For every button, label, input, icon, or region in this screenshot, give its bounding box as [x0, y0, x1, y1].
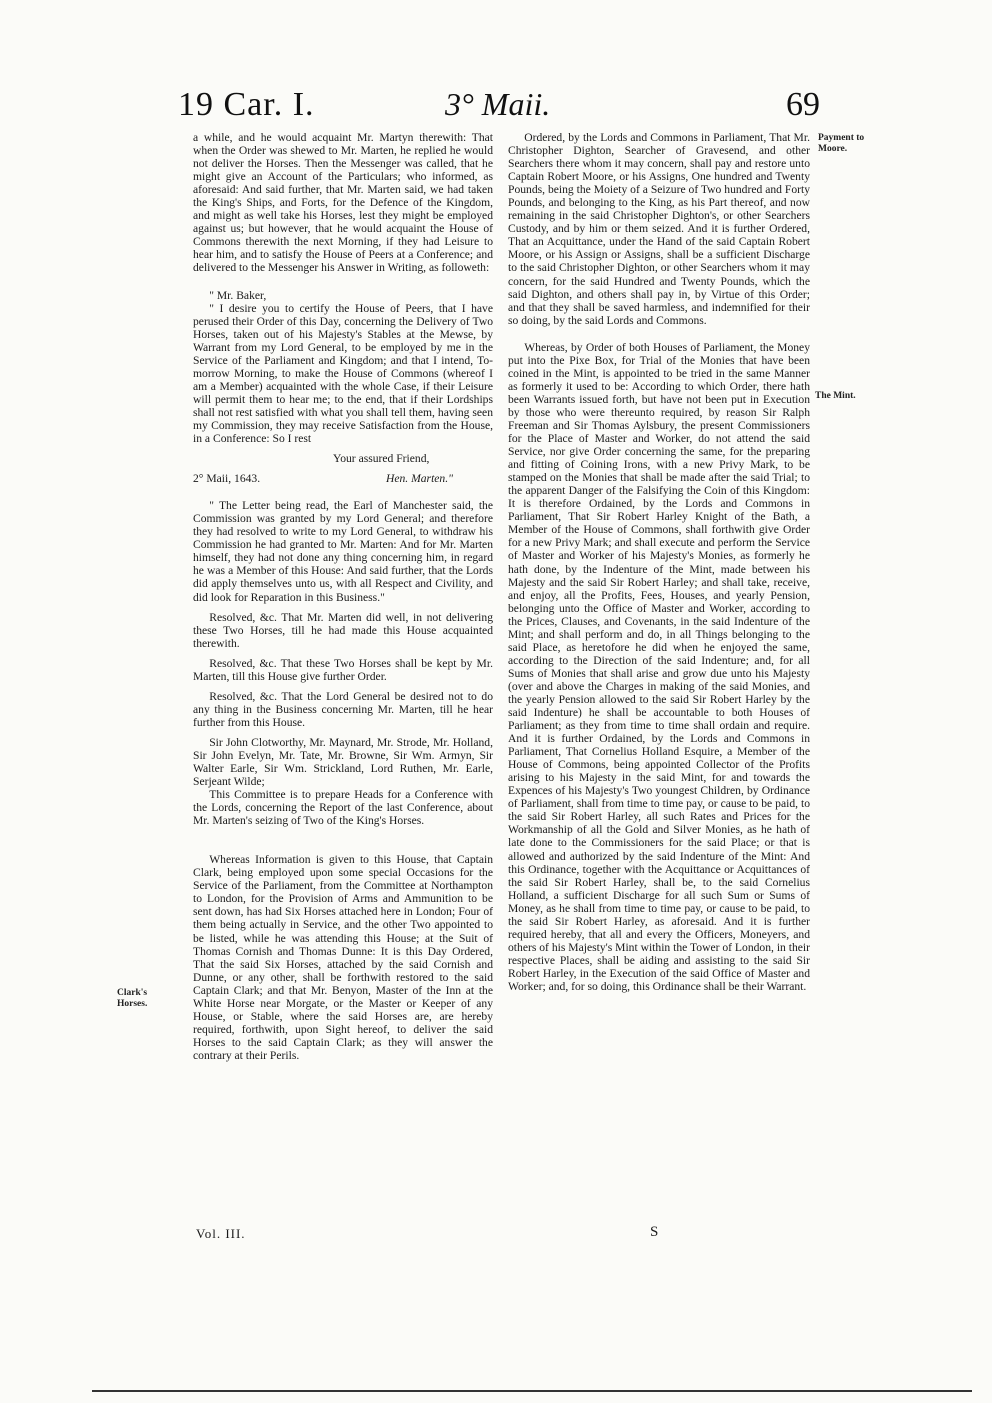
letter-date-signature [193, 472, 493, 485]
left-column [193, 131, 493, 1062]
resolution-1: Resolved, &c. That Mr. Marten did well, in not delivering these Two Horses, till he had made this House acquainted therewith. [193, 610, 493, 650]
paragraph-mint: Whereas, by Order of both Houses of Parliament, the Money put into the Pixe Box, for Trial of the Monies that have been coined in the Mint, is appointed to be tried in the same Manner as formerly it used to be: According to which Order, there hath been Warrants issued forth, but have not been put in Execution by those who were thereunto required, by reason Sir Ralph Freeman and Sir Thomas Aylsbury, the present Commissioners for the Place of Master and Worker, do not attend the said Service, nor give Order concerning the same, for the preparing and fitting of Coining Irons, with a new Privy Mark, to be stamped on the Monies that shall be made after the said Trial; to the apparent Danger of the Falsifying the Coin of this Kingdom: It is therefore Ordained, by the Lords and Commons in Parliament, That Sir Robert Harley Knight of the Bath, a Member of the House of Commons, shall forthwith give Order for a new Privy Mark; and shall execute and perform the Service of Master and Worker of his Majesty's Monies, as formerly he hath done, by the Indenture of the Mint, made between his Majesty and the said Sir Robert Harley; and shall take, receive, and enjoy, all the Profits, Fees, Houses, and yearly Pension, belonging unto the Office of Master and Worker, according to the Prices, Clauses, and Covenants, in the said Indenture of the Mint; and shall perform and do, in all Things belonging to the said Place, as heretofore he did when he enjoyed the same, according to the Direction of the said Indenture; and, for all Sums of Monies that shall arise and grow due unto his Majesty (over and above the Charges in making of the said Monies, and the yearly Pension allowed to the said Sir Robert Harley by the said Indenture) he shall be accountable to both Houses of Parliament; as they from time to time shall ordain and require. And it is further Ordained, by the Lords and Commons in Parliament, That Cornelius Holland Esquire, a Member of the House of Commons, being appointed Collector of the Profits arising to his Majesty in the said Mint, for and towards the Expences of his Majesty's Two youngest Children, by Ordinance of Parliament, shall from time to time pay, or cause to be paid, to the said Sir Robert Harley, all such Rates and Prices for the Workmanship of all the Gold and Silver Monies, as he hath of late done to the Commissioners for the said Place; or that is allowed and authorized by the said Indenture of the Mint: And this Ordinance, together with the Acquittance or Acquittances of the said Sir Robert Harley, shall be, to the said Cornelius Holland, a sufficient Discharge for all such Sum or Sums of Money, as he shall from time to time pay, or cause to be paid, to the said Sir Robert Harley, as aforesaid. And it is further required hereby, that all and every the Officers, Moneyers, and others of his Majesty's Mint within the Tower of London, in their respective Places, shall be aiding and assisting to the said Sir Robert Harley, in the Execution of the said Office of Master and Worker; and, for so doing, this Ordinance shall be their Warrant. [508, 340, 810, 993]
paragraph-clark-horses: Whereas Information is given to this House, that Captain Clark, being employed upon some special Occasions for the Service of the Parliament, from the Committee at Northampton to London, for the Provision of Arms and Ammunition to be sent down, has had Six Horses attached here in London; Four of them being actually in Service, and the other Two appointed to be listed, while he was attending this House; at the Suit of Thomas Cornish and Thomas Dunne: It is this Day Ordered, That the said Six Horses, attached by the said Cornish and Dunne, or any other, shall be forthwith restored to the said Captain Clark; and that Mr. Benyon, Master of the Inn at the White Horse near Morgate, or the Master or Keeper of any House, or Stable, where the said Horses are, are hereby required, forthwith, upon Sight hereof, to deliver the said Horses to the said Captain Clark; as they will answer the contrary at their Perils. [193, 853, 493, 1062]
paragraph-messenger: a while, and he would acquaint Mr. Martyn therewith: That when the Order was shewed to Mr. Marten, he replied he would not deliver the Horses. Then the Messenger was called, that he might give an Account of the Particulars; who informed, as aforesaid: And said further, that Mr. Marten said, we had taken the King's Ships, and Forts, for the Defence of the Kingdom, and might as well take his Horses, lest they might be employed against us; but however, that he would acquaint the House of Commons therewith the next Morning, if they had Leisure to hear him, and to satisfy the House of Peers at a Conference; and delivered to the Messenger his Answer in Writing, as followeth: [193, 131, 493, 275]
running-head-regnal-year: 19 Car. I. [178, 86, 315, 123]
committee-members: Sir John Clotworthy, Mr. Maynard, Mr. Strode, Mr. Holland, Sir John Evelyn, Mr. Tate, Mr. Browne, Sir Wm. Armyn, Sir Walter Earle, Sir Wm. Strickland, Lord Ruthen, Mr. Earle, Serjeant Wilde; [193, 735, 493, 789]
bottom-rule [92, 1390, 972, 1392]
paragraph-payment-moore: Ordered, by the Lords and Commons in Parliament, That Mr. Christopher Dighton, Searcher of Gravesend, and other Searchers there whom it may concern, shall pay and restore unto Captain Robert Moore, or his Assigns, One hundred and Twenty Pounds, being the Moiety of a Seizure of Two hundred and Forty Pounds, and belonging to the King, as his Part thereof, and now remaining in the said Christopher Dighton's, or other Searchers Custody, and by him or them seized. And it is further Ordered, That an Acquittance, under the Hand of the said Captain Robert Moore, or his Assign or Assigns, shall be a sufficient Discharge to the said Christopher Dighton, or other Searchers whom it may concern, for the said Hundred and Twenty Pounds, which the said Dighton, and others shall pay in, by Virtue of this Order; and that they shall be saved harmless, and indemnified for their so doing, by the said Lords and Commons. [508, 131, 810, 327]
resolution-3: Resolved, &c. That the Lord General be desired not to do any thing in the Business concerning Mr. Marten, till he hear further from this House. [193, 689, 493, 729]
letter-signature: Hen. Marten." [385, 472, 453, 486]
running-head-date: 3° Maii. [445, 86, 551, 122]
margin-note-mint: The Mint. [815, 391, 856, 401]
letter-closing: Your assured Friend, [333, 452, 430, 466]
letter-salutation: " Mr. Baker, [209, 288, 267, 302]
right-column [508, 131, 810, 993]
paragraph-letter-read: " The Letter being read, the Earl of Manchester said, the Commission was granted by my Lord General; and therefore they had resolved to write to my Lord General, to withdraw his Commission he had granted to Mr. Marten: And for Mr. Marten himself, they had not done any thing concerning him, in regard he was a Member of this House: And said further, that the Lords did apply themselves unto us, with all Respect and Civility, and did look for Reparation in this Business." [193, 499, 493, 604]
letter-body: " I desire you to certify the House of Peers, that I have perused their Order of this Day, concerning the Delivery of Two Horses, taken out of his Majesty's Stables at the Mewse, by Warrant from my Lord General, to be employed by me in the Service of the Parliament and Kingdom; and that I intend, To-morrow Morning, to make the House of Commons (whereof I am a Member) acquainted with the whole Case, if their Leisure will permit them to hear me; to the end, that if their Lordships shall not rest satisfied with what you shall tell them, having seen my Commission, they may receive Satisfaction from the House, in a Conference: So I rest [193, 301, 493, 446]
margin-note-payment: Payment to Moore. [818, 133, 865, 154]
margin-note-clark: Clark's Horses. [117, 988, 148, 1009]
page-number: 69 [786, 86, 820, 123]
footer-signature-mark: S [650, 1224, 659, 1240]
footer-volume: Vol. III. [196, 1226, 246, 1241]
committee-task: This Committee is to prepare Heads for a Conference with the Lords, concerning the Report of the last Conference, about Mr. Marten's seizing of Two of the King's Horses. [193, 788, 493, 828]
letter-date: 2° Maii, 1643. [193, 472, 261, 486]
resolution-2: Resolved, &c. That these Two Horses shall be kept by Mr. Marten, till this House give further Order. [193, 656, 493, 683]
